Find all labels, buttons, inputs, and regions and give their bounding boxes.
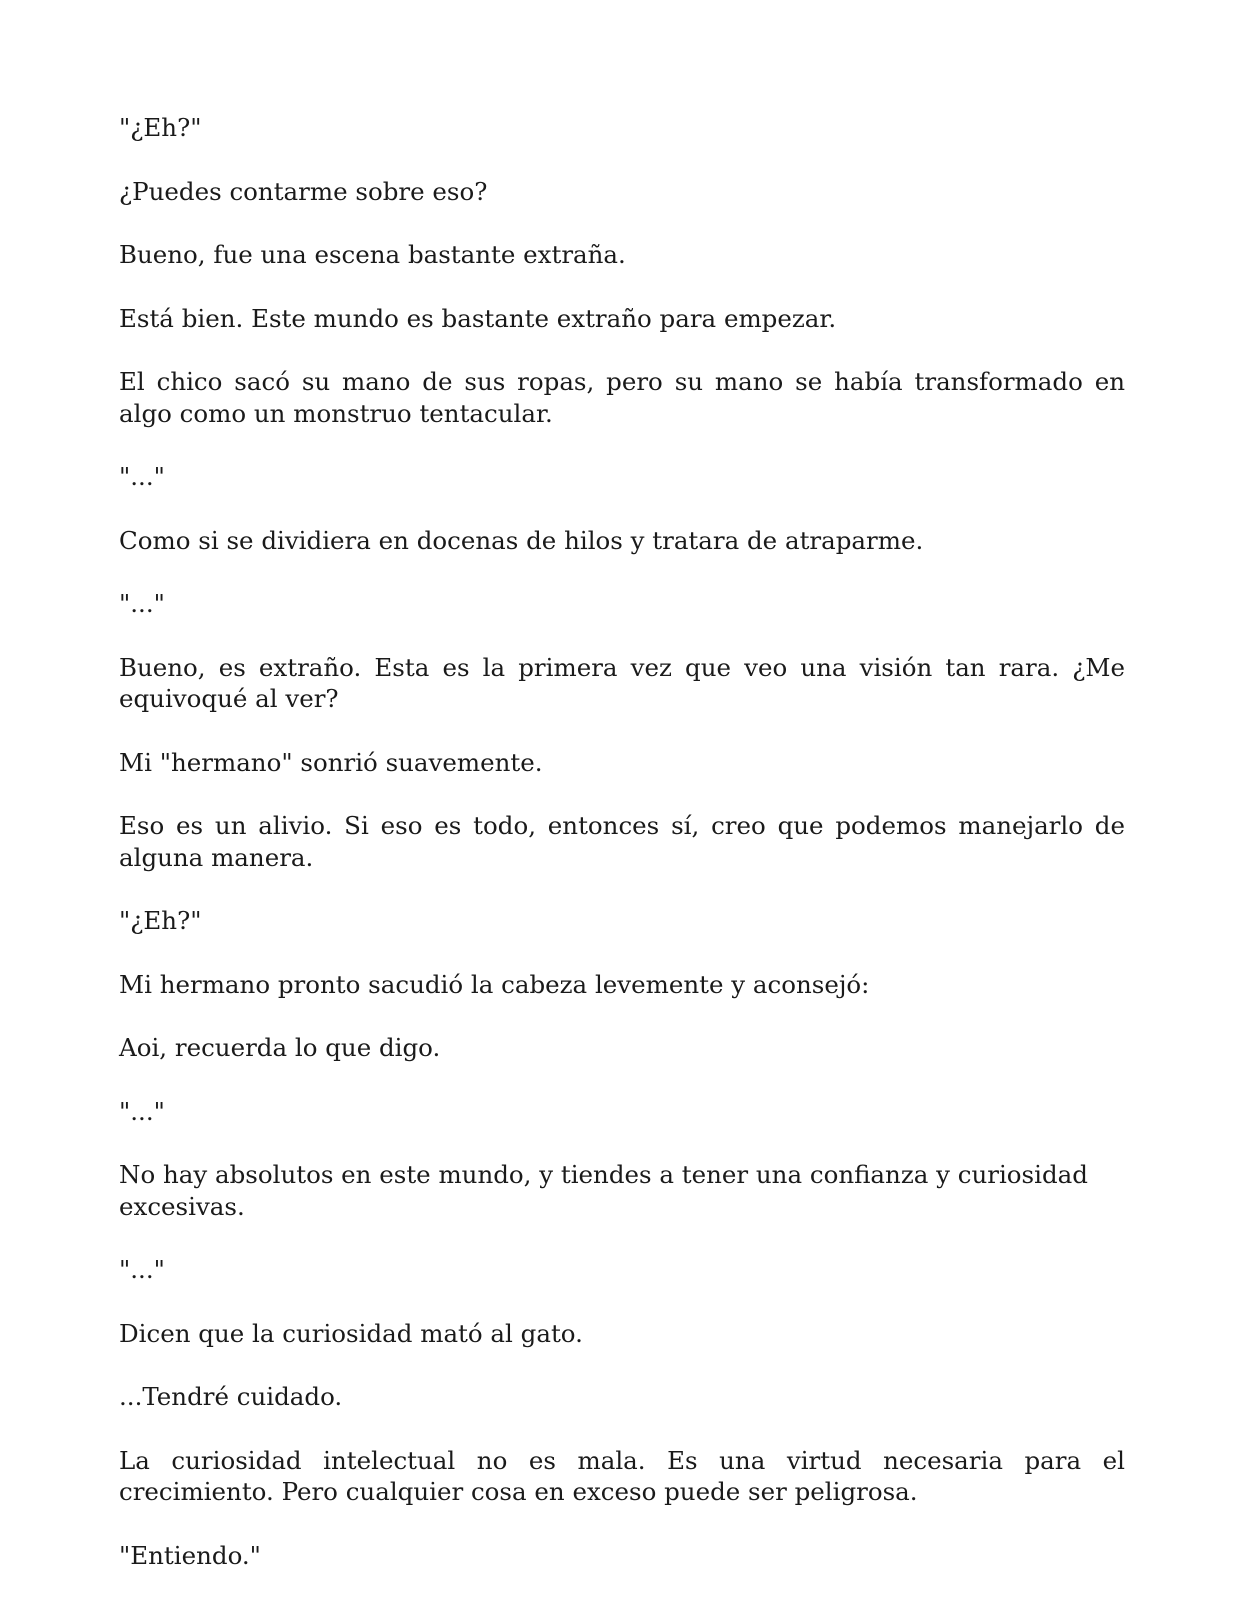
- paragraph: El chico sacó su mano de sus ropas, pero su mano se había transformado en algo como un monstruo tentacular.: [119, 367, 1125, 428]
- paragraph: "Entiendo.": [119, 1540, 261, 1570]
- paragraph: ¿Puedes contarme sobre eso?: [119, 176, 488, 206]
- document-body: [119, 112, 1125, 1603]
- paragraph: Bueno, fue una escena bastante extraña.: [119, 240, 626, 269]
- paragraph: Está bien. Este mundo es bastante extraño para empezar.: [119, 303, 837, 333]
- paragraph: "...": [119, 589, 165, 618]
- paragraph: "...": [119, 462, 165, 491]
- paragraph: Como si se dividiera en docenas de hilos y tratara de atraparme.: [119, 525, 924, 555]
- paragraph: No hay absolutos en este mundo, y tiendes a tener una confianza y curiosidad excesivas.: [119, 1160, 1088, 1221]
- paragraph: Mi "hermano" sonrió suavemente.: [119, 747, 543, 777]
- paragraph: "...": [119, 1096, 165, 1126]
- paragraph: Bueno, es extraño. Esta es la primera vez que veo una visión tan rara. ¿Me equivoqué al ver?: [119, 652, 1125, 713]
- paragraph: Dicen que la curiosidad mató al gato.: [119, 1318, 583, 1348]
- paragraph: "...": [119, 1255, 165, 1284]
- paragraph: Mi hermano pronto sacudió la cabeza levemente y aconsejó:: [119, 969, 870, 999]
- paragraph: Eso es un alivio. Si eso es todo, entonces sí, creo que podemos manejarlo de alguna manera.: [119, 811, 1125, 872]
- paragraph: ...Tendré cuidado.: [119, 1382, 343, 1411]
- paragraph: "¿Eh?": [119, 906, 202, 935]
- paragraph: Aoi, recuerda lo que digo.: [119, 1033, 441, 1062]
- paragraph: "¿Eh?": [119, 113, 202, 142]
- paragraph: La curiosidad intelectual no es mala. Es una virtud necesaria para el crecimiento. Pero cualquier cosa en exceso puede ser peligrosa.: [119, 1445, 1125, 1506]
